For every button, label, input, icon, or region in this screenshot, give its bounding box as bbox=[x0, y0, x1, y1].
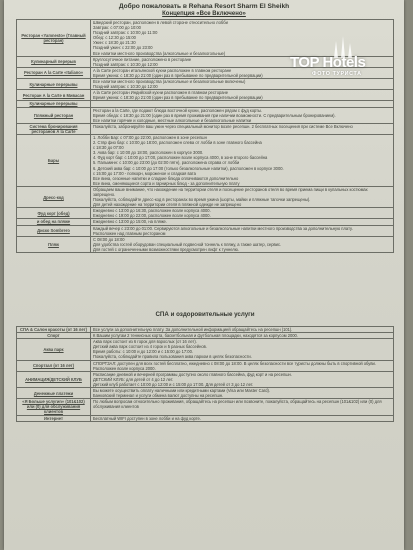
row-details bbox=[91, 388, 394, 399]
detail-line: Все вина, сезонные напитки и сладкие блюда оплачиваются дополнительно bbox=[93, 175, 239, 181]
detail-line: Ежедневно с 19:00 до 22:00, расположен возле корпуса 4000. bbox=[93, 213, 211, 219]
table-row bbox=[17, 339, 394, 360]
detail-line: A la Carte ресторан итальянской кухни расположен в главном ресторане bbox=[93, 67, 232, 73]
detail-line: 2. Ствр фио бар: с 10:00 до 18:00, расположен слева от лобби в зоне главного бассейна bbox=[93, 140, 262, 146]
detail-line: 1. Лобби Бар: с 07:00 до 22:00, расположен в зоне ресепшн bbox=[93, 134, 207, 140]
table-row bbox=[17, 208, 394, 219]
row-label-text: и обед на пляже bbox=[36, 219, 71, 225]
row-label-text: «Я Больше услугиn» (101&102) или (0) для обслуживания клиентов bbox=[22, 399, 85, 415]
detail-line: Круглосуточное питание, расположено в ресторане bbox=[93, 56, 192, 62]
row-label-text: Кулинарный перерыв bbox=[31, 59, 76, 65]
detail-line: с 15:00 до 17:00 - попкорн, мороженое и сладкая вата bbox=[93, 170, 196, 176]
detail-line: Для детей нахождение на территории отеля в пляжной одежде не запрещено bbox=[93, 202, 242, 208]
detail-line: Обращаем ваше внимание, что нахождение на территории отеля и посещение ресторанов отеля во время приема пищи в купальных костюмах запрещено. bbox=[93, 186, 368, 197]
watermark bbox=[290, 36, 404, 100]
row-label-text: Бары bbox=[47, 157, 60, 163]
row-details bbox=[91, 236, 394, 252]
row-label bbox=[17, 360, 91, 371]
row-label-text: Кулинарные перерывы bbox=[29, 81, 78, 87]
detail-line: Детский аква парк состоит из 4 горок и 5 разных бассейнов. bbox=[93, 344, 207, 350]
row-label-text: Система бронирования ресторанов А la Carte bbox=[29, 123, 78, 134]
row-label bbox=[17, 388, 91, 399]
table-row bbox=[17, 399, 394, 415]
detail-line: Поздний ужин: с 22:00 до 23:00 bbox=[93, 45, 153, 51]
detail-line: СПОРТЗАЛ: доступен для всех гостей бесплатно, ежедневно с 08:00 до 18:00. В целях безопасности все туристы должны быть в спортивной обуви. Расположен возле корпуса 2000. bbox=[93, 360, 376, 371]
row-label bbox=[17, 107, 91, 123]
row-label bbox=[17, 415, 91, 421]
detail-line: Пожалуйста, соблюдайте дресс-код в ресторанах во время ужина (шорты, майки и пляжные тапочки запрещены). bbox=[93, 197, 311, 203]
detail-line: Бесплатный WIFI доступен в зоне лобби и на фуд корте. bbox=[93, 415, 201, 421]
page-title: Добро пожаловать в Rehana Resort Sharm El Sheikh bbox=[118, 3, 290, 10]
detail-line: С 08:00 до 18:00 bbox=[93, 236, 125, 242]
detail-line: 3. Аква бар: с 10:00 до 18:00, расположен в корпусе 3000. bbox=[93, 150, 204, 156]
row-label bbox=[17, 186, 91, 207]
detail-line: Все напитки местного производства (алкогольные и безалкогольные включены) bbox=[93, 79, 246, 85]
table-row bbox=[17, 388, 394, 399]
row-label-text: Диско Sombrero bbox=[37, 228, 70, 234]
detail-line: Поздний завтрак: с 10:30 до 12:00 bbox=[93, 84, 158, 90]
row-label bbox=[17, 327, 91, 333]
table-row bbox=[17, 123, 394, 134]
row-label bbox=[17, 399, 91, 415]
row-label-text: Пляж bbox=[48, 241, 59, 247]
spa-section-title: СПА и оздоровительные услуги bbox=[155, 311, 255, 318]
detail-line: 5. Пальминн: с 10:00 до 23:00 (до 02:00 пятн), расположена справа от лобби bbox=[93, 160, 240, 166]
detail-line: Ресторан а la Carte, где подают блюда восточной кухни, расположен рядом с фуд корты. bbox=[93, 107, 263, 113]
row-label-text: Дресс-код bbox=[43, 194, 64, 200]
row-label bbox=[17, 339, 91, 360]
row-label-text: Ресторан А la Carte в Мивасан bbox=[22, 92, 85, 98]
row-label-text: Спортзал (от 16 лет) bbox=[32, 363, 75, 369]
detail-line: Время обеда: с 18:30 до 21:00 (один раз в время проживания при наличии возможности. С предварительным бронированием). bbox=[93, 112, 336, 118]
detail-line: 4. Фуд корт бар: с 10:00 до 17:00, расположен возле корпуса 4000, в зоне второго бассейна bbox=[93, 155, 268, 161]
detail-line: Все напитки местного производства (алкогольные и безалкогольные) bbox=[93, 50, 226, 56]
detail-line: К Вашим услугам 2 теннисных корта, баскетбольная и футбольная площадки, находятся за корпусом 2000. bbox=[93, 333, 298, 339]
row-details bbox=[91, 107, 394, 123]
detail-line: Обед: с 12:30 до 15:00 bbox=[93, 35, 136, 41]
detail-line: с 18:30 до 07:00 bbox=[93, 145, 124, 151]
table-row bbox=[17, 415, 394, 421]
table-row bbox=[17, 371, 394, 387]
detail-line: Пожалуйста, соблюдайте правила пользования аква парком в целях безопасности. bbox=[93, 354, 252, 360]
row-label-text: АНИМАЦИЯ/ДЕТСКИЙ КЛУБ bbox=[25, 376, 82, 382]
table-row bbox=[17, 134, 394, 186]
row-label bbox=[17, 225, 91, 236]
table-row bbox=[17, 186, 394, 207]
row-details bbox=[91, 360, 394, 371]
row-label bbox=[17, 56, 91, 67]
table-row bbox=[17, 225, 394, 236]
table-row bbox=[17, 360, 394, 371]
detail-line: Банковский терминал и услуги обмена валют доступны на ресепшн. bbox=[93, 393, 224, 399]
detail-line: Ужин: с 18:30 до 21:30 bbox=[93, 40, 136, 46]
detail-line: Поздний завтрак: с 10:00 до 11:00 bbox=[93, 30, 158, 36]
table-row bbox=[17, 236, 394, 252]
detail-line: Завтрак: с 07:00 до 10:00 bbox=[93, 25, 141, 31]
detail-line: Ежедневно с 13:00 до 16:30, расположен возле корпуса 4000. bbox=[93, 208, 211, 214]
row-label-text: Фуд корт (обед) bbox=[37, 210, 70, 216]
detail-line: Время ужина: с 18:30 до 21:00 (один раз в пребывание по предварительной резервации) bbox=[93, 72, 263, 78]
row-label-text: Ресторан А la Carte «Italiano» bbox=[23, 70, 84, 76]
row-details bbox=[91, 399, 394, 415]
row-label-text: Денежные платежи bbox=[33, 390, 74, 396]
row-label bbox=[17, 236, 91, 252]
detail-line: 6. Детский аква бар: с 10:00 до 17:00 (только безалкогольные напитки), расположен в корпусе 3000. bbox=[93, 165, 284, 171]
watermark-brand: TOP Hotels bbox=[290, 54, 366, 71]
table-row bbox=[17, 107, 394, 123]
row-label bbox=[17, 79, 91, 90]
detail-line: Расположен над главным рестораном bbox=[93, 230, 166, 236]
detail-line: Ежедневно с 13:00 до 15:00, на пляже. bbox=[93, 219, 167, 225]
row-label-text: Спорт bbox=[47, 333, 60, 339]
row-label-text: Пляжный ресторан bbox=[33, 112, 74, 118]
row-label-text: Ресторан «Yamnesto» (Главный ресторан) bbox=[21, 32, 86, 43]
row-label bbox=[17, 208, 91, 219]
row-label bbox=[17, 134, 91, 186]
spa-table bbox=[16, 326, 394, 422]
watermark-tagline: ФОТО ТУРИСТА bbox=[312, 71, 362, 77]
row-label bbox=[17, 90, 91, 101]
row-details bbox=[91, 339, 394, 360]
row-details bbox=[91, 225, 394, 236]
detail-line: Время работы: с 10:00 и до 12:00 и с 15:00 до 17:00. bbox=[93, 349, 193, 355]
row-label-text: Кулинарные перерывы bbox=[29, 101, 78, 107]
detail-line: Шведский ресторан, расположен в левой стороне относительно лобби bbox=[93, 20, 228, 25]
detail-line: Поздний завтрак: с 10:30 до 12:00 bbox=[93, 61, 158, 67]
detail-line: ДЕТСКИЙ КЛУБ: для детей от 4 до 12 лет. bbox=[93, 376, 174, 382]
detail-line: Для удобства гостей оборудован специальный подвесной тоннель к пляжу, а также шатер, сервис. bbox=[93, 241, 282, 247]
detail-line: Время ужина: с 18:30 до 21:00 (один раз в пребывание по предварительной резервации) bbox=[93, 95, 263, 101]
page-subtitle: Концепция «Все Включено» bbox=[162, 11, 246, 17]
row-label bbox=[17, 67, 91, 78]
row-label-text: Аква парк bbox=[43, 346, 64, 352]
row-details bbox=[91, 371, 394, 387]
row-details bbox=[91, 208, 394, 219]
detail-line: Аква парк состоит из 6 горок для взрослых (от 16 лет). bbox=[93, 339, 197, 345]
detail-line: Пожалуйста, забронируйте ваш ужин через специальный монитор возле ресепшн. 2 бесплатных посещения при системе Все Включено bbox=[93, 123, 353, 129]
row-details bbox=[91, 415, 394, 421]
detail-line: Для гостей с ограниченными возможностями предусмотрен лифт к туннелю. bbox=[93, 246, 239, 252]
row-label-text: СПА & Салон красоты (от 16 лет) bbox=[20, 327, 87, 332]
row-label bbox=[17, 20, 91, 57]
row-details bbox=[91, 123, 394, 134]
info-sheet bbox=[4, 0, 404, 550]
row-details bbox=[91, 186, 394, 207]
detail-line: По любым вопросам относительно проживания, обращайтесь на ресепшн или позвоните, пожалуйста, обращайтесь на ресепшн (101&102) или (0) для обслуживания клиентов bbox=[93, 399, 382, 410]
detail-line: Каждый вечер с 23:00 до 01:00. Сервируются алкогольные и безалкогольные напитки местного производства за дополнительную плату. bbox=[93, 225, 353, 231]
row-label bbox=[17, 123, 91, 134]
row-label-text: Интернет bbox=[44, 415, 63, 421]
detail-line: Все услуги за дополнительную плату. За дополнительной информацией обращайтесь на ресепшн (101). bbox=[93, 327, 293, 332]
row-label bbox=[17, 371, 91, 387]
detail-line: Детский клуб работает с 10:00 до 12:00 и с 15:00 до 17:00. Для детей от 3 до 12 лет. bbox=[93, 381, 254, 387]
detail-line: Все напитки горячие и холодные, местные алкогольные и безалкогольные напитки bbox=[93, 117, 252, 123]
row-details bbox=[91, 134, 394, 186]
detail-line: A la Carte ресторан Индийской кухни расположен в главном ресторане bbox=[93, 90, 229, 96]
detail-line: Расписание дневной и вечерней программы доступно около главного бассейна, фуд корт и на ресепшн. bbox=[93, 371, 292, 377]
detail-line: Вы можете осуществить оплату наличными или кредитными картами (Visa или Master Card). bbox=[93, 388, 270, 394]
detail-line: Все вина, сменяющиеся сорта и гарнирных блюд - за дополнительную плату bbox=[93, 180, 240, 186]
